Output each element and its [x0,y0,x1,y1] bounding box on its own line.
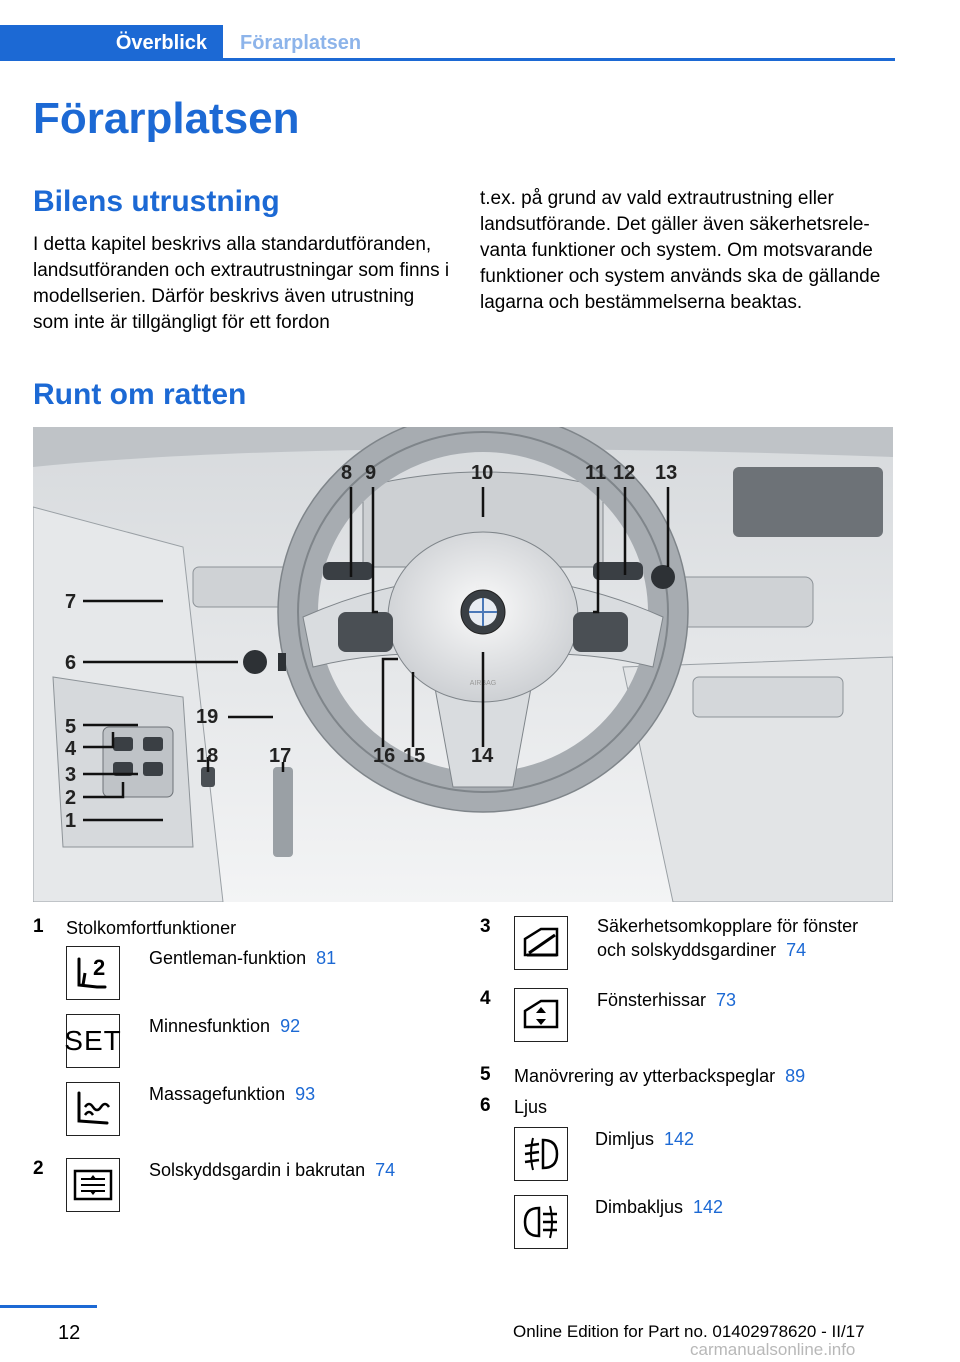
tab-drivers-area[interactable]: Förarplatsen [240,31,362,54]
callout-3: 3 [65,764,77,786]
emblem-text: BMW [475,584,491,590]
svg-text:2: 2 [93,955,106,980]
massage-function-label: Massagefunktion [149,1084,286,1104]
rear-fog-light-icon [514,1195,568,1249]
cockpit-drawing [33,427,893,902]
exterior-mirrors [514,1064,805,1088]
item-3-number: 3 [480,916,491,937]
item-6-number: 6 [480,1095,491,1116]
power-windows [597,988,736,1012]
callout-7: 7 [65,591,77,613]
callout-14: 14 [471,745,494,767]
header-tabs [0,25,895,61]
rear-sunblind-page-link[interactable]: 74 [375,1160,396,1180]
power-window-icon [514,988,568,1042]
callout-17: 17 [269,745,292,767]
callout-4: 4 [65,738,77,760]
massage-seat-icon [66,1082,120,1136]
footer-rule [0,1305,97,1308]
item-2-number: 2 [33,1158,44,1179]
tab-underline [223,58,895,61]
watermark: carmanualsonline.info [690,1340,856,1359]
item-5-number: 5 [480,1064,491,1085]
callout-18: 18 [196,745,219,767]
callout-10: 10 [471,462,494,484]
page-number: 12 [58,1322,81,1344]
front-fog-lights-page-link[interactable]: 142 [664,1129,695,1149]
item-1-number: 1 [33,916,44,937]
section-heading-steering-wheel: Runt om ratten [33,378,247,411]
window-safety-switch-page-link[interactable]: 74 [786,940,807,960]
callout-6: 6 [65,652,77,674]
callout-16: 16 [373,745,396,767]
callout-2: 2 [65,787,77,809]
item-6-label: Ljus [514,1097,548,1117]
power-windows-page-link[interactable]: 73 [716,990,737,1010]
callout-5: 5 [65,716,77,738]
memory-function [149,1014,300,1038]
callout-13: 13 [655,462,678,484]
page-title: Förarplatsen [33,94,300,143]
callout-15: 15 [403,745,426,767]
callout-1: 1 [65,810,77,832]
memory-function-label: Minnesfunktion [149,1016,271,1036]
airbag-label: AIRBAG [469,680,497,687]
set-icon-text: SET [64,1025,122,1056]
gentleman-function [149,946,336,970]
rear-fog-light [595,1195,723,1219]
rear-sunblind [149,1158,395,1182]
callout-19: 19 [196,706,219,728]
window-safety-switch-label-line1: Säkerhetsomkopplare för fönster [597,916,859,936]
rear-sunblind-icon [66,1158,120,1212]
item-1-label: Stolkomfortfunktioner [66,918,237,938]
callout-8: 8 [341,462,353,484]
exterior-mirrors-page-link[interactable]: 89 [785,1066,806,1086]
massage-function [149,1082,315,1106]
rear-sunblind-label: Solskyddsgardin i bakrutan [149,1160,366,1180]
memory-function-page-link[interactable]: 92 [280,1016,301,1036]
tab-overview[interactable]: Överblick [0,25,223,61]
window-safety-switch-label-line2: och solskyddsgardiner [597,940,777,960]
power-windows-label: Fönsterhissar [597,990,707,1010]
section-heading-equipment: Bilens utrustning [33,185,280,218]
exterior-mirrors-label: Manövrering av ytterbackspeglar [514,1066,776,1086]
edition-note: Online Edition for Part no. 01402978620 - II/17 [513,1322,865,1341]
gentleman-function-page-link[interactable]: 81 [316,948,337,968]
set-icon [66,1014,120,1068]
window-safety-switch [597,914,858,962]
front-fog-lights [595,1127,694,1151]
window-safety-switch-icon [514,916,568,970]
steering-wheel-illustration [33,427,893,902]
callout-12: 12 [613,462,636,484]
front-fog-light-icon [514,1127,568,1181]
item-4-number: 4 [480,988,491,1009]
intro-paragraph-left: I detta kapitel beskrivs alla standardutföranden, landsutföranden och extrautrustningar som finns i modellserien. Därför beskrivs även utrustning som inte är tillgängligt för ett fordon [33,234,450,333]
gentleman-function-label: Gentleman-funktion [149,948,307,968]
intro-paragraph-right: t.ex. på grund av vald extrautrustning eller landsutförande. Det gäller även säkerhetsrelevanta funktioner och system. Om motsvarande funktioner och system används ska de gällande lagarna och bestämmelserna beaktas. [480,188,881,313]
rear-fog-light-label: Dimbakljus [595,1197,684,1217]
front-fog-lights-label: Dimljus [595,1129,655,1149]
rear-fog-light-page-link[interactable]: 142 [693,1197,724,1217]
massage-function-page-link[interactable]: 93 [295,1084,316,1104]
callout-11: 11 [585,462,607,484]
gentleman-seat-icon [66,946,120,1000]
callout-9: 9 [365,462,377,484]
